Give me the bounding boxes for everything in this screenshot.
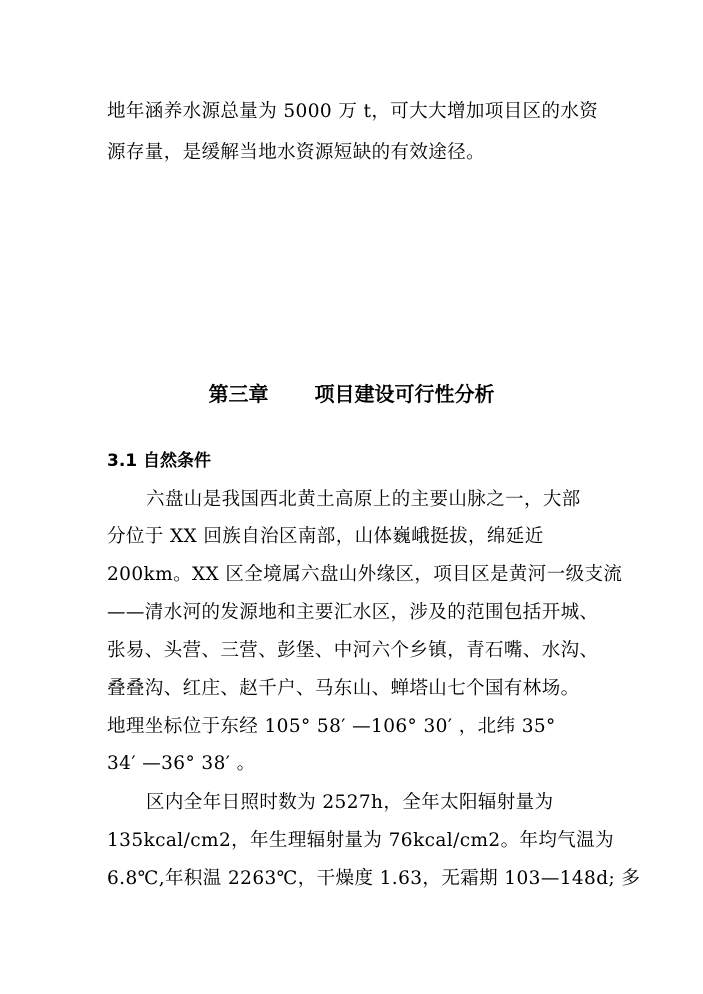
paragraph-1-line-2: 分位于 XX 回族自治区南部，山体巍峨挺拔，绵延近 (107, 526, 544, 547)
section-heading: 3.1 自然条件 (107, 451, 212, 471)
intro-line-1: 地年涵养水源总量为 5000 万 t，可大大增加项目区的水资 (107, 101, 599, 122)
paragraph-1-line-7: 地理坐标位于东经 105° 58′ —106° 30′ ，北纬 35° (107, 716, 556, 737)
paragraph-1-line-3: 200km。XX 区全境属六盘山外缘区，项目区是黄河一级支流 (107, 564, 623, 585)
chapter-number: 第三章 (208, 382, 269, 406)
chapter-title: 项目建设可行性分析 (314, 382, 495, 406)
paragraph-1-line-5: 张易、头营、三营、彭堡、中河六个乡镇，青石嘴、水沟、 (107, 640, 599, 661)
paragraph-2-line-2: 135kcal/cm2，年生理辐射量为 76kcal/cm2。年均气温为 (107, 830, 614, 851)
paragraph-1-line-4: ——清水河的发源地和主要汇水区，涉及的范围包括开城、 (107, 602, 599, 623)
chapter-heading (0, 378, 703, 407)
paragraph-1-line-8: 34′ —36° 38′ 。 (107, 753, 256, 774)
paragraph-1-line-1: 六盘山是我国西北黄土高原上的主要山脉之一，大部 (146, 489, 581, 510)
intro-line-2: 源存量，是缓解当地水资源短缺的有效途径。 (107, 142, 486, 163)
paragraph-1-line-6: 叠叠沟、红庄、赵千户、马东山、蝉塔山七个国有林场。 (107, 678, 580, 699)
paragraph-2-line-3: 6.8℃,年积温 2263℃，干燥度 1.63，无霜期 103—148d; 多 (107, 868, 641, 889)
paragraph-2-line-1: 区内全年日照时数为 2527h，全年太阳辐射量为 (146, 792, 554, 813)
